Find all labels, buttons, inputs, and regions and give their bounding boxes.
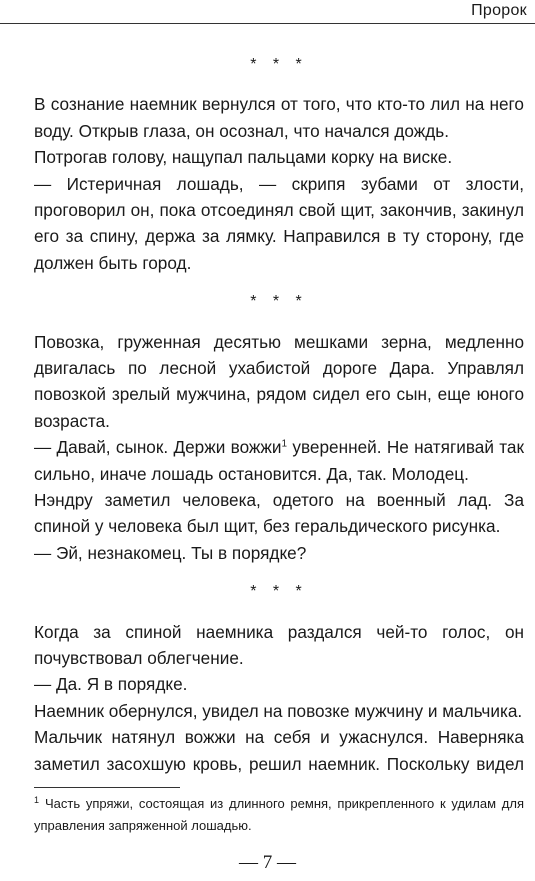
footnote	[34, 793, 524, 837]
paragraph: Наемник обернулся, увидел на повозке мужчину и мальчика.	[34, 700, 523, 721]
running-head: Пророк	[471, 2, 527, 19]
footnote-mark: 1	[34, 794, 40, 805]
paragraph	[34, 434, 524, 487]
section-separator: * * *	[250, 56, 308, 73]
paragraph: Когда за спиной наемника раздался чей-то голос, он почувствовал облегчение.	[34, 621, 524, 669]
footnote-rule	[34, 787, 180, 788]
section-separator: * * *	[250, 293, 308, 311]
dialogue-text: уверенней. Не натягивай так сильно, иначе лошадь остановится. Да, так. Молодец.	[34, 437, 524, 484]
paragraph: — Истеричная лошадь, — скрипя зубами от злости, проговорил он, пока отсоединял свой щит, закончив, закинул его за спину, держа за лямку. Направился в ту сторону, где должен быть город.	[34, 173, 524, 273]
section-separator: * * *	[250, 583, 308, 601]
paragraph: Повозка, груженная десятью мешками зерна, медленно двигалась по лесной ухабистой дороге Дара. Управлял повозкой зрелый мужчина, рядом сидел его сын, еще юного возраста.	[34, 331, 524, 431]
footnote-reference: 1	[281, 438, 288, 450]
header-rule	[0, 23, 535, 24]
paragraph: Нэндру заметил человека, одетого на военный лад. За спиной у человека был щит, без геральдического рисунка.	[34, 490, 524, 537]
paragraph: — Эй, незнакомец. Ты в порядке?	[34, 542, 307, 563]
page-number: — 7 —	[239, 852, 296, 873]
paragraph: Потрогав голову, нащупал пальцами корку на виске.	[34, 147, 453, 168]
page-body	[34, 52, 524, 777]
dialogue-text: — Давай, сынок. Держи вожжи	[34, 437, 282, 458]
paragraph: В сознание наемник вернулся от того, что кто-то лил на него воду. Открыв глаза, он осознал, что начался дождь.	[34, 94, 524, 141]
footnote-text: Часть упряжи, состоящая из длинного ремня, прикрепленного к удилам для управления запряженной лошадью.	[34, 796, 524, 833]
paragraph: Мальчик натянул вожжи на себя и ужаснулся. Наверняка заметил засохшую кровь, решил наемник. Поскольку видел	[34, 727, 524, 774]
paragraph: — Да. Я в порядке.	[34, 674, 188, 695]
